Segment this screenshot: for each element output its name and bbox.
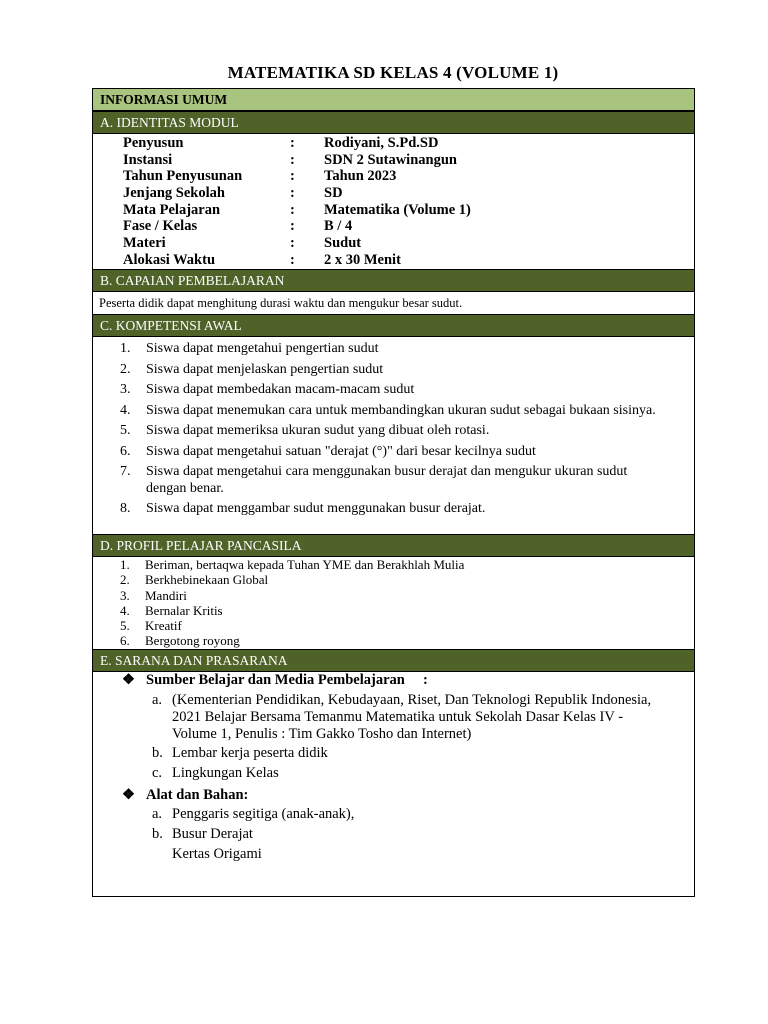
identitas-value: Matematika (Volume 1) [324,201,471,218]
section-header-identitas-modul: A. IDENTITAS MODUL [92,111,695,134]
capaian-text: Peserta didik dapat menghitung durasi waktu dan mengukur besar sudut. [99,296,463,310]
list-item: Kertas Origami [172,845,262,862]
list-item: 1. Beriman, bertaqwa kepada Tuhan YME dan Berakhlah Mulia [120,557,465,572]
list-item: 5. Siswa dapat memeriksa ukuran sudut yang dibuat oleh rotasi. [120,423,490,438]
diamond-bullet-icon: ❖ [122,787,135,803]
alat-bahan-heading: ❖ Alat dan Bahan: [122,787,249,803]
list-item: 8. Siswa dapat menggambar sudut menggunakan busur derajat. [120,501,486,516]
kompetensi-list [120,341,660,522]
sumber-list [152,692,652,785]
list-item: 4. Siswa dapat menemukan cara untuk membandingkan ukuran sudut sebagai bukaan sisinya. [120,402,656,418]
section-header-profil-pelajar-pancasila: D. PROFIL PELAJAR PANCASILA [92,534,695,557]
identitas-label: Penyusun [123,135,184,151]
section-header-kompetensi-awal: C. KOMPETENSI AWAL [92,314,695,337]
identitas-label: Instansi [123,151,173,168]
list-item: 2. Siswa dapat menjelaskan pengertian sudut [120,361,384,377]
identitas-label: Tahun Penyusunan [123,168,243,185]
identitas-value: Sudut [324,235,362,252]
identitas-label: Alokasi Waktu [123,251,216,268]
list-item: 4. Bernalar Kritis [120,602,223,618]
identitas-label: Materi [123,235,166,252]
list-item: a. Penggaris segitiga (anak-anak), [152,806,355,822]
identitas-value: B / 4 [324,218,353,235]
list-item: 2. Berkhebinekaan Global [120,572,269,588]
diamond-bullet-icon: ❖ [122,672,135,688]
list-item: 3. Mandiri [120,587,187,603]
alat-list [152,806,652,865]
section-header-capaian-pembelajaran: B. CAPAIAN PEMBELAJARAN [92,269,695,292]
list-item: 6. Siswa dapat mengetahui satuan "derajat (°)" dari besar kecilnya sudut [120,443,536,459]
list-item: 5. Kreatif [120,618,182,634]
identitas-value: Rodiyani, S.Pd.SD [324,135,439,151]
list-item: b. Busur Derajat [152,825,253,842]
identitas-label: Fase / Kelas [123,218,198,235]
list-item: a. (Kementerian Pendidikan, Kebudayaan, Riset, Dan Teknologi Republik Indonesia, 2021 Belajar Bersama Temanmu Matematika untuk Sekolah Dasar Kelas IV - Volume 1, Penulis : Tim Gakko Tosho dan Internet) [152,692,652,742]
identitas-value: 2 x 30 Menit [324,251,401,268]
identitas-value: Tahun 2023 [324,168,397,185]
identitas-value: SDN 2 Sutawinangun [324,151,457,168]
section-header-informasi-umum: INFORMASI UMUM [92,88,695,111]
identitas-label: Mata Pelajaran [123,201,221,218]
list-item: c. Lingkungan Kelas [152,765,279,782]
sumber-belajar-heading: ❖ Sumber Belajar dan Media Pembelajaran : [122,672,428,688]
list-item: 7. Siswa dapat mengetahui cara menggunakan busur derajat dan mengukur ukuran sudut dengan benar. [120,464,628,496]
list-item: 3. Siswa dapat membedakan macam-macam sudut [120,382,415,397]
list-item: 6. Bergotong royong [120,633,240,649]
identitas-value: SD [324,185,343,202]
list-item: b. Lembar kerja peserta didik [152,745,328,762]
identitas-label: Jenjang Sekolah [123,185,225,202]
profil-list [120,557,464,649]
section-header-sarana-prasarana: E. SARANA DAN PRASARANA [92,649,695,672]
document-title: MATEMATIKA SD KELAS 4 (VOLUME 1) [227,63,559,82]
list-item: 1. Siswa dapat mengetahui pengertian sudut [120,341,379,356]
